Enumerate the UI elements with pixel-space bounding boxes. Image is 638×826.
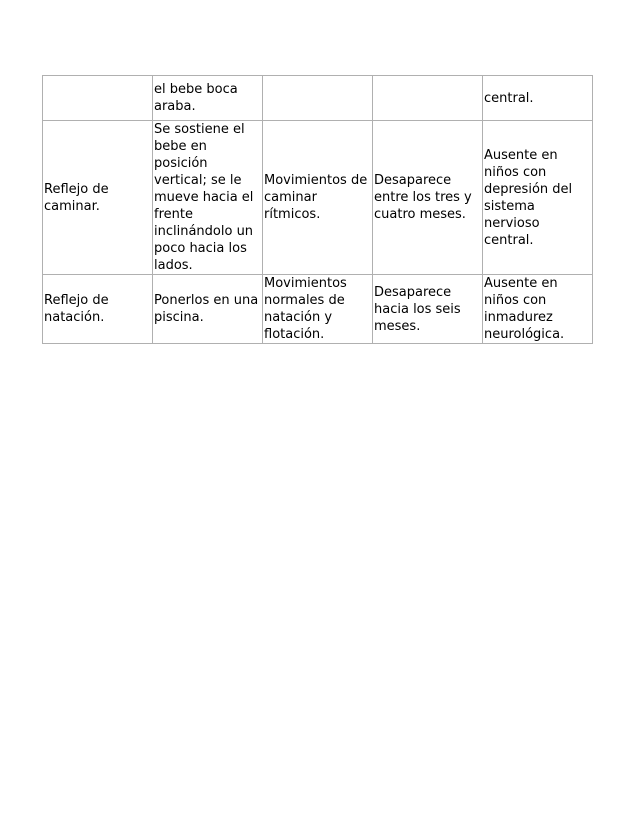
cell-significance: central. [483,76,593,121]
cell-duration: Desaparece entre los tres y cuatro meses. [373,121,483,275]
cell-duration [373,76,483,121]
cell-stimulus: Se sostiene el bebe en posición vertical; se le mueve hacia el frente inclinándolo un poco hacia los lados. [153,121,263,275]
cell-reflex [43,76,153,121]
cell-significance: Ausente en niños con inmadurez neurológica. [483,275,593,344]
cell-reflex: Reflejo de caminar. [43,121,153,275]
table-row [43,275,593,344]
table-row [43,76,593,121]
cell-significance: Ausente en niños con depresión del sistema nervioso central. [483,121,593,275]
cell-response: Movimientos de caminar rítmicos. [263,121,373,275]
reflex-table [42,75,593,344]
table-row [43,121,593,275]
cell-duration: Desaparece hacia los seis meses. [373,275,483,344]
cell-response: Movimientos normales de natación y flotación. [263,275,373,344]
cell-reflex: Reflejo de natación. [43,275,153,344]
cell-stimulus: Ponerlos en una piscina. [153,275,263,344]
cell-stimulus: el bebe boca araba. [153,76,263,121]
cell-response [263,76,373,121]
